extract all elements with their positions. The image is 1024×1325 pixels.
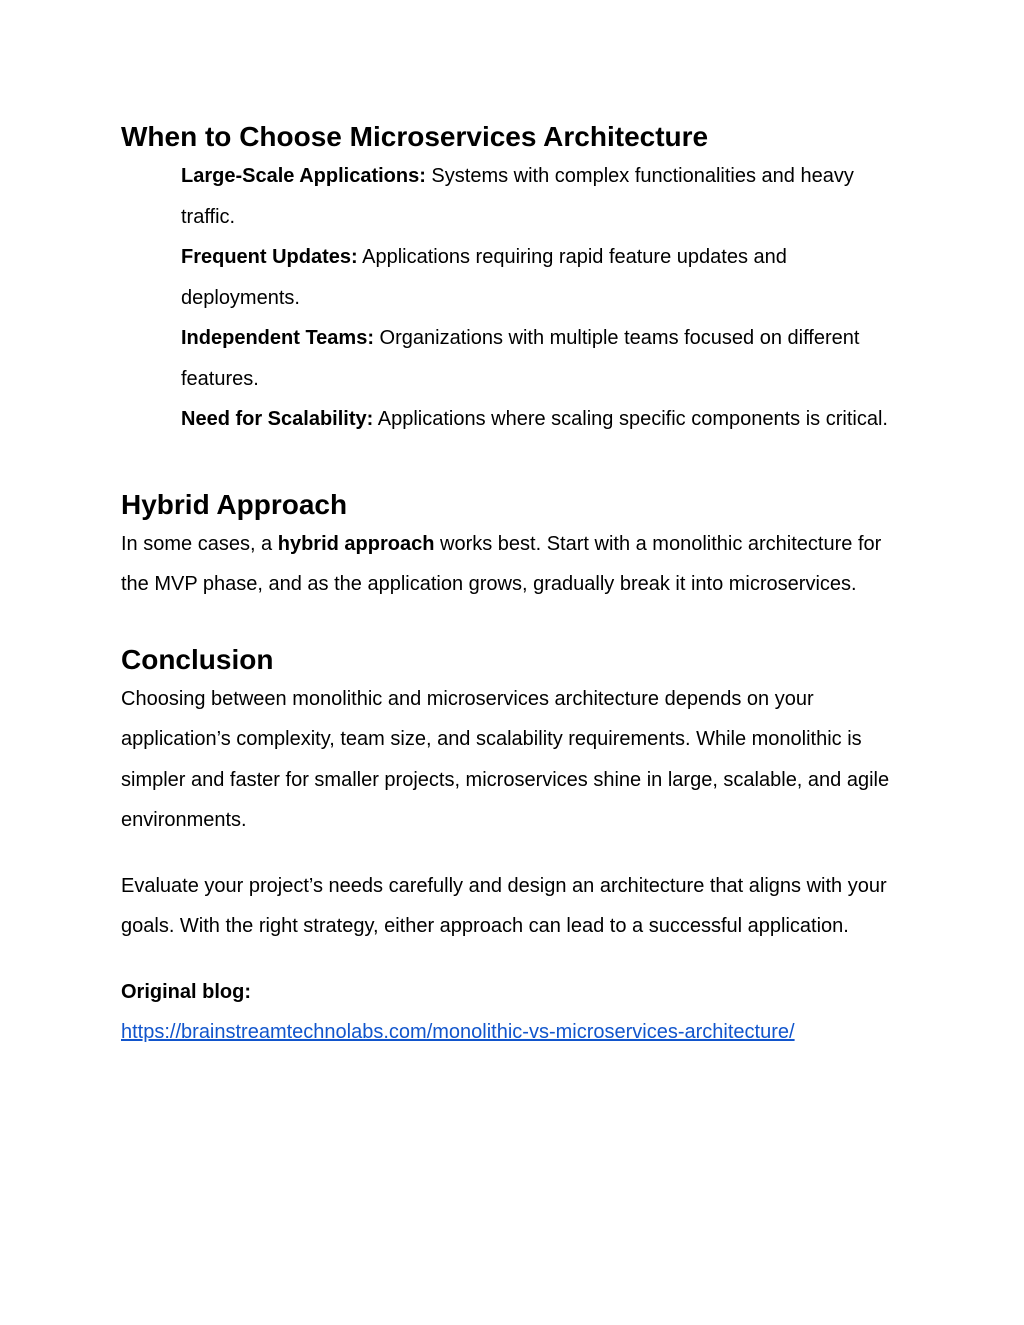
original-blog-link[interactable]: https://brainstreamtechnolabs.com/monolithic-vs-microservices-architecture/ xyxy=(121,1021,795,1043)
document-page xyxy=(121,118,911,1053)
hybrid-bold-term: hybrid approach xyxy=(277,532,435,555)
conclusion-paragraph-2: Evaluate your project’s needs carefully and design an architecture that aligns with your goals. With the right strategy, either approach can lead to a successful application. xyxy=(121,874,887,937)
list-item-term: Large-Scale Applications: xyxy=(181,165,426,187)
list-item xyxy=(181,399,911,440)
list-item xyxy=(181,156,911,237)
list-item xyxy=(181,318,911,399)
list-item xyxy=(181,237,911,318)
list-item-term: Independent Teams: xyxy=(181,327,374,349)
heading-conclusion: Conclusion xyxy=(121,643,274,675)
list-item-term: Frequent Updates: xyxy=(181,246,358,268)
list-item-text: Applications requiring rapid feature updates and deployments. xyxy=(181,246,787,309)
microservices-criteria-list xyxy=(121,156,911,440)
hybrid-approach-paragraph xyxy=(121,524,911,605)
list-item-text: Organizations with multiple teams focused on different features. xyxy=(181,327,860,390)
list-item-text: Systems with complex functionalities and heavy traffic. xyxy=(181,165,854,228)
heading-when-to-choose-microservices: When to Choose Microservices Architecture xyxy=(121,121,709,152)
original-blog-label: Original blog: xyxy=(121,980,251,1003)
hybrid-text-after: works best. Start with a monolithic architecture for the MVP phase, and as the application grows, gradually break it into microservices. xyxy=(121,532,882,595)
heading-hybrid-approach: Hybrid Approach xyxy=(121,488,348,520)
list-item-term: Need for Scalability: xyxy=(181,408,374,430)
hybrid-text-before: In some cases, a xyxy=(121,532,278,555)
list-item-text: Applications where scaling specific components is critical. xyxy=(373,408,888,430)
conclusion-paragraph-1: Choosing between monolithic and microservices architecture depends on your application’s complexity, team size, and scalability requirements. While monolithic is simpler and faster for smaller projects, microservices shine in large, scalable, and agile environments. xyxy=(121,687,890,831)
